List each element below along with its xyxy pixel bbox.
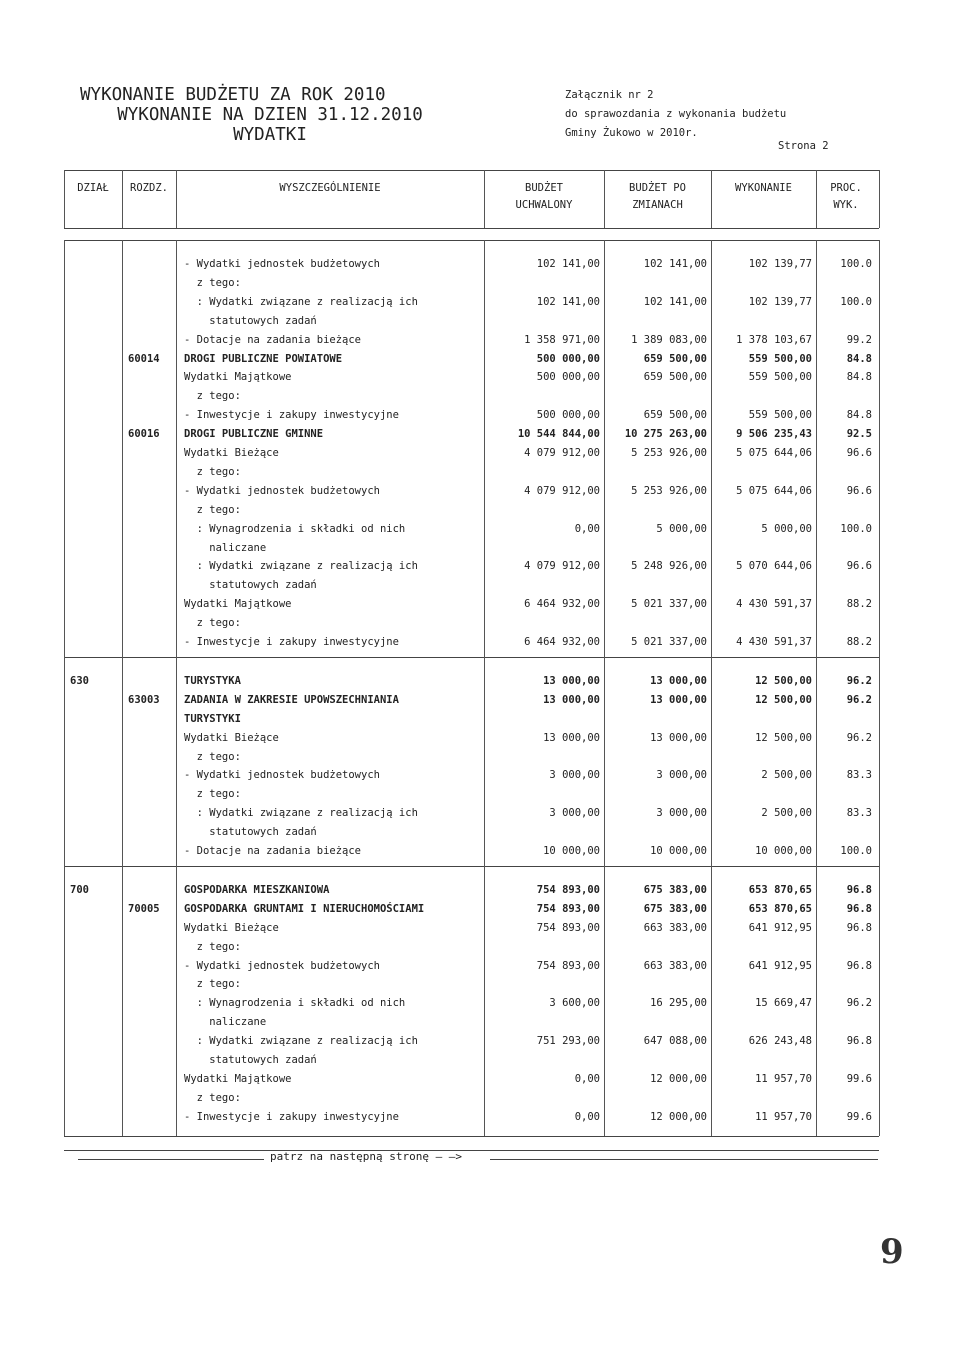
column-divider	[64, 657, 65, 866]
row-description: - Wydatki jednostek budżetowych	[184, 769, 380, 782]
row-description: Wydatki Majątkowe	[184, 598, 292, 611]
proc-wyk-value: 84.8	[846, 352, 872, 365]
column-divider	[122, 170, 123, 228]
wykonanie-value: 4 430 591,37	[736, 598, 812, 611]
proc-wyk-value: 99.2	[846, 333, 872, 346]
proc-wyk-value: 88.2	[846, 636, 872, 648]
budzet-uchwalony-value: 3 000,00	[549, 807, 600, 820]
budzet-uchwalony-value: 3 600,00	[549, 997, 600, 1010]
column-divider	[816, 240, 817, 657]
budzet-uchwalony-value: 4 079 912,00	[524, 484, 600, 497]
column-divider	[484, 657, 485, 866]
budzet-po-zmianach-value: 3 000,00	[656, 807, 707, 820]
column-header-budzet-po: BUDŻET PO	[629, 182, 686, 194]
budzet-po-zmianach-value: 659 500,00	[643, 352, 707, 365]
row-description: DROGI PUBLICZNE GMINNE	[184, 428, 324, 441]
budzet-uchwalony-value: 13 000,00	[543, 674, 600, 687]
column-divider	[122, 866, 123, 1136]
budzet-po-zmianach-value: 10 000,00	[650, 845, 707, 857]
budzet-uchwalony-value: 10 544 844,00	[517, 428, 600, 441]
section-rule	[64, 657, 879, 658]
wykonanie-value: 2 500,00	[761, 807, 812, 820]
proc-wyk-value: 96.8	[846, 921, 872, 934]
budzet-uchwalony-value: 102 141,00	[536, 295, 600, 308]
budzet-po-zmianach-value: 13 000,00	[650, 693, 707, 706]
proc-wyk-value: 99.6	[846, 1110, 872, 1123]
column-header-wyszczegolnienie: WYSZCZEGÓLNIENIE	[279, 182, 381, 194]
page-number: Strona 2	[778, 140, 829, 152]
column-divider	[816, 170, 817, 228]
dzial-code: 630	[70, 674, 89, 687]
row-description: - Dotacje na zadania bieżące	[184, 333, 362, 346]
column-divider	[604, 866, 605, 1136]
budzet-po-zmianach-value: 13 000,00	[650, 731, 707, 744]
budzet-uchwalony-value: 754 893,00	[536, 902, 600, 915]
proc-wyk-value: 84.8	[846, 371, 872, 384]
column-divider	[604, 240, 605, 657]
column-divider	[176, 170, 177, 228]
budzet-uchwalony-value: 500 000,00	[536, 409, 600, 422]
budzet-po-zmianach-value: 675 383,00	[643, 883, 707, 896]
body-top-rule	[64, 240, 879, 241]
column-divider	[484, 170, 485, 228]
row-description: GOSPODARKA GRUNTAMI I NIERUCHOMOŚCIAMI	[184, 902, 425, 915]
wykonanie-value: 559 500,00	[748, 409, 812, 422]
budzet-po-zmianach-value: 102 141,00	[643, 295, 707, 308]
row-description: statutowych zadań	[184, 579, 317, 592]
row-description: z tego:	[184, 276, 241, 289]
row-description: GOSPODARKA MIESZKANIOWA	[184, 883, 330, 896]
row-description: - Inwestycje i zakupy inwestycyjne	[184, 636, 399, 648]
wykonanie-value: 12 500,00	[755, 731, 812, 744]
proc-wyk-value: 96.8	[846, 959, 872, 972]
continue-note: patrz na następną stronę — —>	[270, 1150, 463, 1163]
proc-wyk-value: 96.8	[846, 902, 872, 915]
row-description: z tego:	[184, 1091, 241, 1104]
budzet-uchwalony-value: 751 293,00	[536, 1035, 600, 1048]
proc-wyk-value: 100.0	[840, 845, 872, 857]
budzet-po-zmianach-value: 647 088,00	[643, 1035, 707, 1048]
budzet-po-zmianach-value: 5 021 337,00	[631, 598, 707, 611]
budzet-uchwalony-value: 4 079 912,00	[524, 447, 600, 459]
rozdz-code: 70005	[128, 902, 160, 915]
header-bottom-rule	[64, 228, 879, 229]
column-header-wykonanie: WYKONANIE	[735, 182, 792, 194]
row-description: - Wydatki jednostek budżetowych	[184, 959, 380, 972]
column-divider	[176, 240, 177, 657]
row-description: Wydatki Majątkowe	[184, 1072, 292, 1085]
proc-wyk-value: 88.2	[846, 598, 872, 611]
proc-wyk-value: 96.2	[846, 731, 872, 744]
footer-rule-left	[78, 1159, 264, 1160]
budzet-uchwalony-value: 500 000,00	[536, 371, 600, 384]
proc-wyk-value: 96.2	[846, 674, 872, 687]
row-description: z tego:	[184, 503, 241, 516]
proc-wyk-value: 96.6	[846, 484, 872, 497]
row-description: z tego:	[184, 788, 241, 801]
row-description: statutowych zadań	[184, 314, 317, 327]
wykonanie-value: 15 669,47	[755, 997, 812, 1010]
rozdz-code: 60016	[128, 428, 160, 441]
wykonanie-value: 102 139,77	[748, 295, 812, 308]
column-header-proc-sub: WYK.	[833, 199, 859, 211]
column-header-rozdz: ROZDZ.	[130, 182, 168, 194]
budzet-uchwalony-value: 10 000,00	[543, 845, 600, 857]
column-divider	[64, 240, 65, 657]
budzet-uchwalony-value: 13 000,00	[543, 731, 600, 744]
header-top-rule	[64, 170, 879, 171]
wykonanie-value: 641 912,95	[748, 921, 812, 934]
row-description: z tego:	[184, 978, 241, 991]
dzial-code: 700	[70, 883, 89, 896]
column-header-budzet-sub: UCHWALONY	[515, 199, 573, 211]
budzet-po-zmianach-value: 5 021 337,00	[631, 636, 707, 648]
budzet-uchwalony-value: 0,00	[574, 522, 600, 535]
column-divider	[711, 170, 712, 228]
budzet-uchwalony-value: 13 000,00	[543, 693, 600, 706]
wykonanie-value: 559 500,00	[748, 371, 812, 384]
budzet-uchwalony-value: 6 464 932,00	[524, 598, 600, 611]
attachment-number: Załącznik nr 2	[565, 89, 654, 101]
proc-wyk-value: 84.8	[846, 409, 872, 422]
row-description: z tego:	[184, 617, 241, 630]
document-title-block	[80, 85, 480, 145]
row-description: statutowych zadań	[184, 826, 317, 839]
proc-wyk-value: 100.0	[840, 295, 872, 308]
budzet-po-zmianach-value: 12 000,00	[650, 1072, 707, 1085]
row-description: Wydatki Bieżące	[184, 731, 279, 744]
column-divider	[816, 866, 817, 1136]
budzet-po-zmianach-value: 663 383,00	[643, 959, 707, 972]
wykonanie-value: 653 870,65	[748, 883, 812, 896]
budzet-po-zmianach-value: 5 253 926,00	[631, 484, 707, 497]
row-description: TURYSTYKI	[184, 712, 241, 725]
column-divider	[879, 170, 880, 228]
column-divider	[122, 240, 123, 657]
title-line-1: WYKONANIE BUDŻETU ZA ROK 2010	[80, 85, 386, 105]
row-description: z tego:	[184, 750, 241, 763]
column-divider	[879, 240, 880, 657]
wykonanie-value: 641 912,95	[748, 959, 812, 972]
column-divider	[711, 657, 712, 866]
column-divider	[64, 170, 65, 228]
column-divider	[176, 657, 177, 866]
row-description: - Dotacje na zadania bieżące	[184, 845, 362, 857]
wykonanie-value: 5 070 644,06	[736, 560, 812, 573]
column-header-dzial: DZIAŁ	[77, 182, 109, 194]
budzet-uchwalony-value: 754 893,00	[536, 921, 600, 934]
row-description: : Wynagrodzenia i składki od nich	[184, 997, 406, 1010]
column-divider	[176, 866, 177, 1136]
budzet-uchwalony-value: 3 000,00	[549, 769, 600, 782]
row-description: - Wydatki jednostek budżetowych	[184, 484, 380, 497]
column-header-proc: PROC.	[830, 182, 862, 194]
row-description: naliczane	[184, 541, 267, 554]
wykonanie-value: 11 957,70	[755, 1072, 812, 1085]
table-bottom-rule	[64, 1136, 879, 1137]
row-description: : Wydatki związane z realizacją ich	[184, 560, 418, 573]
row-description: - Inwestycje i zakupy inwestycyjne	[184, 1110, 399, 1123]
column-divider	[816, 657, 817, 866]
table-end-rule	[64, 1150, 879, 1151]
proc-wyk-value: 96.8	[846, 883, 872, 896]
proc-wyk-value: 96.6	[846, 560, 872, 573]
budzet-po-zmianach-value: 3 000,00	[656, 769, 707, 782]
column-divider	[484, 866, 485, 1136]
row-description: DROGI PUBLICZNE POWIATOWE	[184, 352, 343, 365]
attachment-line-3: Gminy Żukowo w 2010r.	[565, 127, 698, 139]
column-divider	[604, 657, 605, 866]
wykonanie-value: 12 500,00	[755, 674, 812, 687]
row-description: Wydatki Bieżące	[184, 447, 279, 459]
row-description: z tego:	[184, 465, 241, 478]
rozdz-code: 63003	[128, 693, 160, 706]
wykonanie-value: 653 870,65	[748, 902, 812, 915]
budzet-po-zmianach-value: 12 000,00	[650, 1110, 707, 1123]
row-description: : Wydatki związane z realizacją ich	[184, 807, 418, 820]
footer-rule-right	[490, 1159, 878, 1160]
row-description: naliczane	[184, 1016, 267, 1029]
proc-wyk-value: 83.3	[846, 769, 872, 782]
wykonanie-value: 5 075 644,06	[736, 447, 812, 459]
budzet-po-zmianach-value: 5 248 926,00	[631, 560, 707, 573]
row-description: : Wydatki związane z realizacją ich	[184, 1035, 418, 1048]
wykonanie-value: 11 957,70	[755, 1110, 812, 1123]
wykonanie-value: 5 075 644,06	[736, 484, 812, 497]
proc-wyk-value: 100.0	[840, 258, 872, 270]
row-description: : Wynagrodzenia i składki od nich	[184, 522, 406, 535]
attachment-note	[565, 86, 786, 143]
wykonanie-value: 5 000,00	[761, 522, 812, 535]
row-description: : Wydatki związane z realizacją ich	[184, 295, 418, 308]
section-rule	[64, 866, 879, 867]
wykonanie-value: 102 139,77	[748, 258, 812, 270]
budzet-uchwalony-value: 0,00	[574, 1110, 600, 1123]
wykonanie-value: 4 430 591,37	[736, 636, 812, 648]
title-line-3: WYDATKI	[233, 125, 307, 145]
budzet-uchwalony-value: 0,00	[574, 1072, 600, 1085]
proc-wyk-value: 96.6	[846, 447, 872, 459]
row-description: TURYSTYKA	[184, 674, 241, 687]
budzet-po-zmianach-value: 659 500,00	[643, 409, 707, 422]
wykonanie-value: 12 500,00	[755, 693, 812, 706]
attachment-line-2: do sprawozdania z wykonania budżetu	[565, 108, 787, 120]
proc-wyk-value: 100.0	[840, 522, 872, 535]
budzet-uchwalony-value: 6 464 932,00	[524, 636, 600, 648]
row-description: z tego:	[184, 390, 241, 403]
budzet-po-zmianach-value: 663 383,00	[643, 921, 707, 934]
column-divider	[122, 657, 123, 866]
row-description: ZADANIA W ZAKRESIE UPOWSZECHNIANIA	[184, 693, 399, 706]
row-description: - Wydatki jednostek budżetowych	[184, 258, 380, 270]
wykonanie-value: 1 378 103,67	[736, 333, 812, 346]
budzet-po-zmianach-value: 5 253 926,00	[631, 447, 707, 459]
wykonanie-value: 10 000,00	[755, 845, 812, 857]
budzet-po-zmianach-value: 1 389 083,00	[631, 333, 707, 346]
wykonanie-value: 2 500,00	[761, 769, 812, 782]
column-divider	[484, 240, 485, 657]
column-divider	[604, 170, 605, 228]
row-description: - Inwestycje i zakupy inwestycyjne	[184, 409, 399, 422]
budzet-po-zmianach-value: 5 000,00	[656, 522, 707, 535]
proc-wyk-value: 96.2	[846, 997, 872, 1010]
budzet-po-zmianach-value: 16 295,00	[650, 997, 707, 1010]
proc-wyk-value: 96.2	[846, 693, 872, 706]
budzet-po-zmianach-value: 102 141,00	[643, 258, 707, 270]
column-divider	[879, 866, 880, 1136]
budzet-uchwalony-value: 754 893,00	[536, 883, 600, 896]
budzet-uchwalony-value: 4 079 912,00	[524, 560, 600, 573]
budzet-po-zmianach-value: 13 000,00	[650, 674, 707, 687]
rozdz-code: 60014	[128, 352, 160, 365]
proc-wyk-value: 92.5	[846, 428, 872, 441]
proc-wyk-value: 83.3	[846, 807, 872, 820]
row-description: statutowych zadań	[184, 1054, 317, 1066]
column-divider	[879, 657, 880, 866]
budzet-po-zmianach-value: 675 383,00	[643, 902, 707, 915]
column-divider	[64, 866, 65, 1136]
budzet-uchwalony-value: 102 141,00	[536, 258, 600, 270]
title-line-2: WYKONANIE NA DZIEN 31.12.2010	[117, 105, 423, 125]
budzet-po-zmianach-value: 10 275 263,00	[624, 428, 707, 441]
budzet-po-zmianach-value: 659 500,00	[643, 371, 707, 384]
row-description: Wydatki Majątkowe	[184, 371, 292, 384]
budzet-uchwalony-value: 500 000,00	[536, 352, 600, 365]
wykonanie-value: 559 500,00	[748, 352, 812, 365]
proc-wyk-value: 99.6	[846, 1072, 872, 1085]
wykonanie-value: 626 243,48	[748, 1035, 812, 1048]
row-description: Wydatki Bieżące	[184, 921, 279, 934]
column-divider	[711, 866, 712, 1136]
column-header-budzet-po-sub: ZMIANACH	[632, 199, 683, 211]
budzet-uchwalony-value: 754 893,00	[536, 959, 600, 972]
budzet-uchwalony-value: 1 358 971,00	[524, 333, 600, 346]
handwritten-page-mark: 9	[880, 1232, 904, 1272]
column-divider	[711, 240, 712, 657]
column-header-budzet: BUDŻET	[525, 182, 563, 194]
row-description: z tego:	[184, 940, 241, 953]
wykonanie-value: 9 506 235,43	[736, 428, 812, 441]
proc-wyk-value: 96.8	[846, 1035, 872, 1048]
